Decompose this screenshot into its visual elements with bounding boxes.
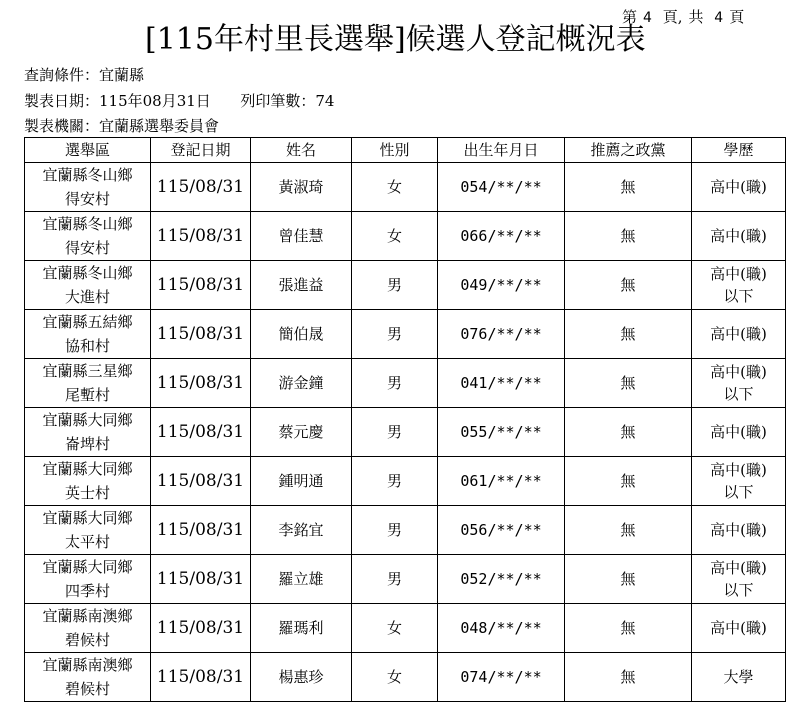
report-date: 製表日期：115年08月31日 (24, 92, 211, 110)
district-cell-line: 四季村 (64, 582, 110, 600)
district-cell-line: 太平村 (64, 533, 110, 551)
report-info (24, 90, 334, 111)
education-cell-line: 大學 (723, 668, 754, 686)
district-cell-line: 宜蘭縣五結鄉 (42, 313, 133, 331)
education-cell-line: 以下 (723, 483, 754, 501)
date-cell: 115/08/31 (151, 212, 251, 261)
birth-cell: 048/**/** (438, 604, 565, 653)
education-cell-line: 以下 (723, 287, 754, 305)
gender-cell: 男 (352, 555, 438, 604)
education-cell (692, 359, 786, 408)
name-cell: 李銘宜 (251, 506, 352, 555)
page-indicator (622, 6, 750, 27)
column-header: 學歷 (692, 138, 786, 163)
name-cell: 鍾明通 (251, 457, 352, 506)
column-header: 選舉區 (25, 138, 151, 163)
table-row (25, 457, 786, 506)
education-cell (692, 310, 786, 359)
table-row (25, 261, 786, 310)
education-cell-line: 高中(職) (710, 363, 767, 381)
record-count: 列印筆數：74 (240, 92, 335, 110)
gender-cell: 男 (352, 408, 438, 457)
header (0, 0, 800, 66)
document-title: [115年村里長選舉]候選人登記概況表 (145, 22, 646, 57)
district-cell (25, 555, 151, 604)
name-cell: 楊惠珍 (251, 653, 352, 702)
education-cell (692, 506, 786, 555)
district-cell (25, 261, 151, 310)
district-cell-line: 協和村 (64, 337, 110, 355)
district-cell (25, 310, 151, 359)
birth-cell: 049/**/** (438, 261, 565, 310)
district-cell (25, 359, 151, 408)
party-cell: 無 (565, 653, 692, 702)
page-current: 4 (643, 10, 652, 26)
gender-cell: 男 (352, 506, 438, 555)
name-cell: 張進益 (251, 261, 352, 310)
party-cell: 無 (565, 408, 692, 457)
district-cell (25, 457, 151, 506)
gender-cell: 男 (352, 310, 438, 359)
district-cell-line: 英士村 (64, 484, 110, 502)
date-cell: 115/08/31 (151, 506, 251, 555)
education-cell (692, 163, 786, 212)
education-cell-line: 高中(職) (710, 619, 767, 637)
education-cell (692, 212, 786, 261)
gender-cell: 男 (352, 457, 438, 506)
party-cell: 無 (565, 310, 692, 359)
education-cell-line: 高中(職) (710, 178, 767, 196)
education-cell-line: 高中(職) (710, 461, 767, 479)
education-cell (692, 653, 786, 702)
column-header: 姓名 (251, 138, 352, 163)
gender-cell: 女 (352, 212, 438, 261)
column-header: 推薦之政黨 (565, 138, 692, 163)
gender-cell: 男 (352, 359, 438, 408)
education-cell-line: 高中(職) (710, 265, 767, 283)
birth-cell: 052/**/** (438, 555, 565, 604)
query-condition: 查詢條件：宜蘭縣 (24, 66, 145, 84)
district-cell-line: 碧候村 (64, 631, 110, 649)
table-row (25, 604, 786, 653)
birth-cell: 055/**/** (438, 408, 565, 457)
issuing-agency: 製表機關：宜蘭縣選舉委員會 (24, 117, 220, 135)
birth-cell: 061/**/** (438, 457, 565, 506)
birth-cell: 041/**/** (438, 359, 565, 408)
district-cell-line: 宜蘭縣大同鄉 (42, 460, 133, 478)
date-cell: 115/08/31 (151, 555, 251, 604)
district-cell (25, 506, 151, 555)
education-cell-line: 高中(職) (710, 521, 767, 539)
page-total: 4 (714, 10, 724, 26)
column-header: 出生年月日 (438, 138, 565, 163)
date-cell: 115/08/31 (151, 163, 251, 212)
district-cell-line: 宜蘭縣南澳鄉 (42, 656, 133, 674)
date-cell: 115/08/31 (151, 457, 251, 506)
date-cell: 115/08/31 (151, 261, 251, 310)
education-cell (692, 408, 786, 457)
date-cell: 115/08/31 (151, 653, 251, 702)
birth-cell: 056/**/** (438, 506, 565, 555)
birth-cell: 076/**/** (438, 310, 565, 359)
education-cell-line: 高中(職) (710, 227, 767, 245)
district-cell-line: 宜蘭縣大同鄉 (42, 411, 133, 429)
district-cell-line: 宜蘭縣冬山鄉 (42, 215, 133, 233)
district-cell-line: 得安村 (64, 239, 110, 257)
date-cell: 115/08/31 (151, 408, 251, 457)
table-row (25, 359, 786, 408)
birth-cell: 054/**/** (438, 163, 565, 212)
table-row (25, 653, 786, 702)
table-row (25, 555, 786, 604)
candidate-table (24, 137, 786, 702)
education-cell-line: 高中(職) (710, 559, 767, 577)
district-cell-line: 得安村 (64, 190, 110, 208)
name-cell: 黃淑琦 (251, 163, 352, 212)
party-cell: 無 (565, 163, 692, 212)
district-cell (25, 653, 151, 702)
table-row (25, 212, 786, 261)
page-unit: 頁, (662, 8, 683, 26)
district-cell-line: 宜蘭縣大同鄉 (42, 509, 133, 527)
name-cell: 羅立雄 (251, 555, 352, 604)
education-cell-line: 以下 (723, 581, 754, 599)
district-cell (25, 212, 151, 261)
page-total-unit: 頁 (729, 8, 745, 26)
party-cell: 無 (565, 359, 692, 408)
gender-cell: 女 (352, 604, 438, 653)
education-cell (692, 555, 786, 604)
education-cell-line: 高中(職) (710, 325, 767, 343)
table-header-row (25, 138, 786, 163)
name-cell: 羅瑪利 (251, 604, 352, 653)
page-prefix: 第 (622, 8, 638, 26)
education-cell (692, 457, 786, 506)
column-header: 性別 (352, 138, 438, 163)
district-cell (25, 163, 151, 212)
date-cell: 115/08/31 (151, 310, 251, 359)
party-cell: 無 (565, 261, 692, 310)
birth-cell: 074/**/** (438, 653, 565, 702)
gender-cell: 女 (352, 653, 438, 702)
date-cell: 115/08/31 (151, 359, 251, 408)
name-cell: 蔡元慶 (251, 408, 352, 457)
district-cell-line: 宜蘭縣冬山鄉 (42, 166, 133, 184)
education-cell-line: 以下 (723, 385, 754, 403)
district-cell-line: 宜蘭縣三星鄉 (42, 362, 133, 380)
date-cell: 115/08/31 (151, 604, 251, 653)
name-cell: 簡伯晟 (251, 310, 352, 359)
party-cell: 無 (565, 604, 692, 653)
district-cell-line: 尾塹村 (64, 386, 110, 404)
education-cell-line: 高中(職) (710, 423, 767, 441)
district-cell-line: 宜蘭縣南澳鄉 (42, 607, 133, 625)
district-cell-line: 宜蘭縣大同鄉 (42, 558, 133, 576)
party-cell: 無 (565, 506, 692, 555)
district-cell-line: 碧候村 (64, 680, 110, 698)
name-cell: 曾佳慧 (251, 212, 352, 261)
name-cell: 游金鐘 (251, 359, 352, 408)
district-cell-line: 大進村 (64, 288, 110, 306)
education-cell (692, 261, 786, 310)
party-cell: 無 (565, 457, 692, 506)
gender-cell: 女 (352, 163, 438, 212)
party-cell: 無 (565, 212, 692, 261)
district-cell (25, 604, 151, 653)
party-cell: 無 (565, 555, 692, 604)
table-row (25, 506, 786, 555)
district-cell-line: 崙埤村 (64, 435, 110, 453)
education-cell (692, 604, 786, 653)
table-row (25, 163, 786, 212)
table-row (25, 310, 786, 359)
page-total-prefix: 共 (688, 8, 704, 26)
district-cell (25, 408, 151, 457)
birth-cell: 066/**/** (438, 212, 565, 261)
gender-cell: 男 (352, 261, 438, 310)
district-cell-line: 宜蘭縣冬山鄉 (42, 264, 133, 282)
column-header: 登記日期 (151, 138, 251, 163)
table-row (25, 408, 786, 457)
